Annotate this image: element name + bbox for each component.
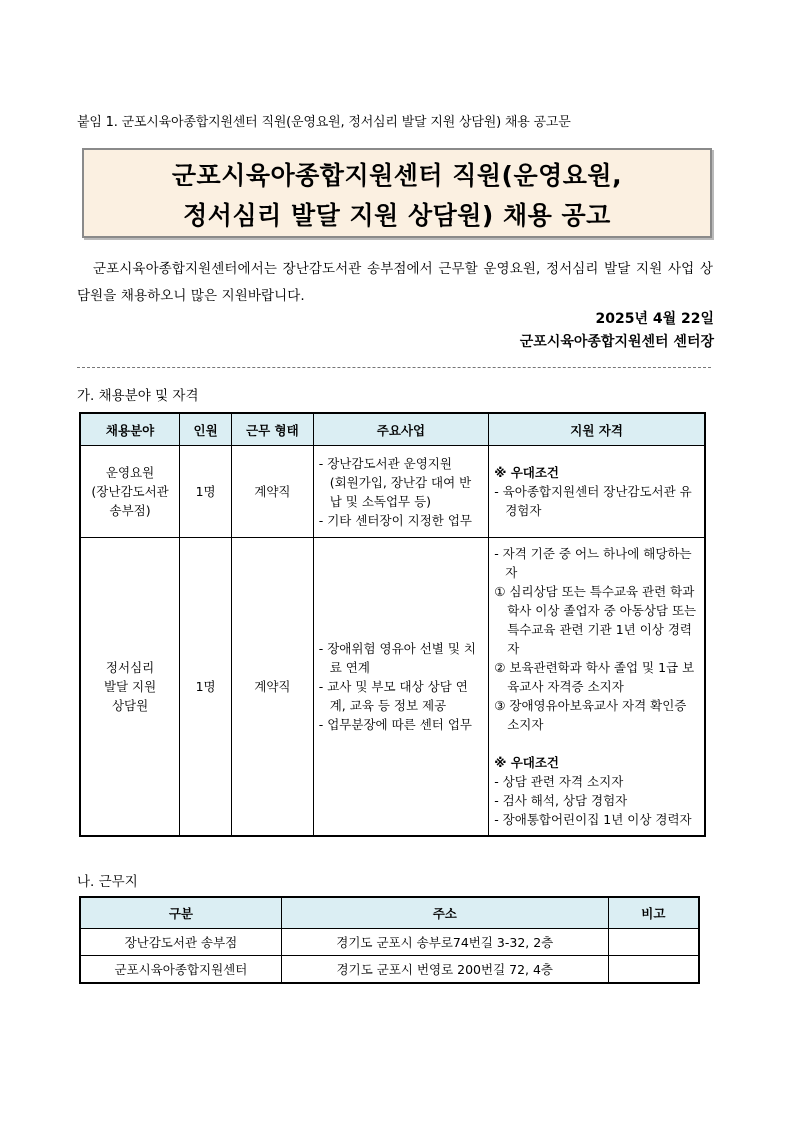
field-cell bbox=[80, 446, 180, 538]
table-row bbox=[80, 538, 705, 837]
announcement-date: 2025년 4월 22일 bbox=[595, 311, 714, 327]
field-line: 운영요원 bbox=[105, 465, 155, 480]
count-cell: 1명 bbox=[180, 446, 232, 538]
qualification-item: ① 심리상담 또는 특수교육 관련 학과 학사 이상 졸업자 중 아동상담 또는 특수교육 관련 기관 1년 이상 경력자 bbox=[494, 584, 697, 656]
header-category: 구분 bbox=[80, 897, 281, 929]
count-cell: 1명 bbox=[180, 538, 232, 837]
qualification-cell bbox=[489, 538, 705, 837]
duty-item: - 교사 및 부모 대상 상담 연계, 교육 등 정보 제공 bbox=[318, 679, 468, 713]
table-row bbox=[80, 929, 699, 956]
qualification-intro: - 자격 기준 중 어느 하나에 해당하는 자 bbox=[494, 546, 692, 580]
field-line: 발달 지원 bbox=[103, 679, 157, 694]
preference-item: - 장애통합어린이집 1년 이상 경력자 bbox=[494, 812, 692, 827]
duty-item: - 업무분장에 따른 센터 업무 bbox=[318, 717, 472, 732]
field-line: 정서심리 bbox=[105, 660, 155, 675]
qualification-item: ③ 장애영유아보육교사 자격 확인증 소지자 bbox=[494, 698, 687, 732]
header-qualification: 지원 자격 bbox=[489, 413, 705, 446]
header-address: 주소 bbox=[281, 897, 608, 929]
preference-item: - 검사 해석, 상담 경험자 bbox=[494, 793, 628, 808]
header-field: 채용분야 bbox=[80, 413, 180, 446]
workplace-name: 장난감도서관 송부점 bbox=[80, 929, 281, 956]
duty-item: - 기타 센터장이 지정한 업무 bbox=[318, 512, 472, 528]
duty-item: - 장난감도서관 운영지원 bbox=[318, 455, 452, 471]
title-box bbox=[82, 148, 712, 238]
intro-paragraph: 군포시육아종합지원센터에서는 장난감도서관 송부점에서 근무할 운영요원, 정서심리 발달 지원 사업 상담원을 채용하오니 많은 지원바랍니다. bbox=[77, 261, 713, 304]
header-count: 인원 bbox=[180, 413, 232, 446]
duties-cell bbox=[313, 446, 488, 538]
qualification-item: - 육아종합지원센터 장난감도서관 유경험자 bbox=[494, 484, 692, 518]
workplace-address: 경기도 군포시 송부로74번길 3-32, 2층 bbox=[281, 929, 608, 956]
preference-heading: ※ 우대조건 bbox=[494, 465, 559, 480]
table-row bbox=[80, 956, 699, 984]
field-cell bbox=[80, 538, 180, 837]
section-a-title: 가. 채용분야 및 자격 bbox=[77, 388, 199, 404]
duty-item: (회원가입, 장난감 대여 반납 및 소독업무 등) bbox=[329, 474, 472, 509]
duties-cell bbox=[313, 538, 488, 837]
page-title-line-1: 군포시육아종합지원센터 직원(운영요원, bbox=[171, 161, 623, 190]
header-duties: 주요사업 bbox=[313, 413, 488, 446]
header-note: 비고 bbox=[608, 897, 699, 929]
spacer bbox=[494, 734, 699, 753]
field-line: 상담원 bbox=[111, 698, 149, 713]
table-header-row bbox=[80, 413, 705, 446]
type-cell: 계약직 bbox=[232, 538, 314, 837]
qualification-item: ② 보육관련학과 학사 졸업 및 1급 보육교사 자격증 소지자 bbox=[494, 660, 695, 694]
type-cell: 계약직 bbox=[232, 446, 314, 538]
issuer: 군포시육아종합지원센터 센터장 bbox=[519, 334, 714, 350]
attachment-title: 붙임 1. 군포시육아종합지원센터 직원(운영요원, 정서심리 발달 지원 상담원) 채용 공고문 bbox=[77, 115, 571, 130]
workplace-note bbox=[608, 929, 699, 956]
header-type: 근무 형태 bbox=[232, 413, 314, 446]
table-header-row bbox=[80, 897, 699, 929]
workplace-address: 경기도 군포시 번영로 200번길 72, 4층 bbox=[281, 956, 608, 984]
field-line: 송부점) bbox=[109, 503, 151, 518]
field-line: (장난감도서관 bbox=[91, 484, 169, 499]
recruitment-table bbox=[79, 412, 706, 837]
duty-item: - 장애위험 영유아 선별 및 치료 연계 bbox=[318, 641, 476, 675]
page-title-line-2: 정서심리 발달 지원 상담원) 채용 공고 bbox=[183, 201, 611, 230]
section-b-title: 나. 근무지 bbox=[77, 874, 138, 890]
workplace-note bbox=[608, 956, 699, 984]
preference-item: - 상담 관련 자격 소지자 bbox=[494, 774, 624, 789]
qualification-cell bbox=[489, 446, 705, 538]
workplace-name: 군포시육아종합지원센터 bbox=[80, 956, 281, 984]
table-row bbox=[80, 446, 705, 538]
preference-heading: ※ 우대조건 bbox=[494, 755, 559, 770]
divider bbox=[77, 367, 711, 368]
workplace-table bbox=[79, 896, 700, 984]
